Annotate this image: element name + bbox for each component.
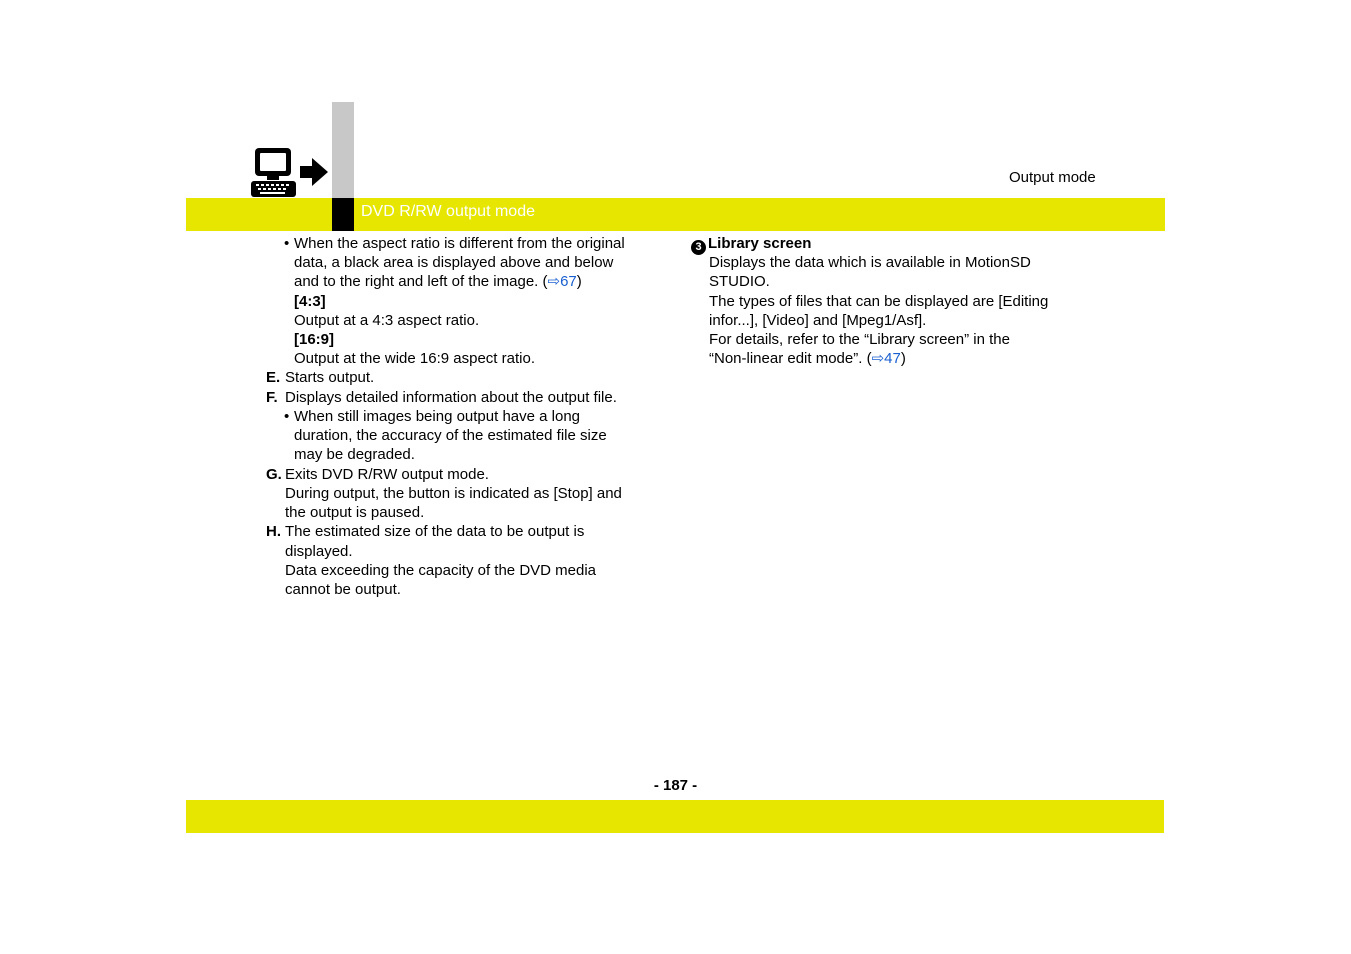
computer-output-icon — [250, 146, 330, 200]
item-h-line-2: displayed. — [285, 543, 353, 560]
item-f-label: F. — [266, 389, 278, 406]
library-line-6 — [709, 349, 906, 368]
mode-label: Output mode — [1009, 169, 1096, 186]
item-h-label: H. — [266, 523, 281, 540]
aspect-43-label: [4:3] — [294, 293, 326, 310]
arrow-right-icon: ⇨ — [871, 350, 885, 367]
library-line-6-text: “Non-linear edit mode”. ( — [709, 350, 872, 367]
aspect-43-text: Output at a 4:3 aspect ratio. — [294, 312, 480, 329]
library-link-close: ) — [900, 350, 906, 367]
bullet-marker: • — [284, 235, 290, 252]
item-f-bullet-line-2: duration, the accuracy of the estimated file size — [294, 427, 607, 444]
item-f-bullet-line-3: may be degraded. — [294, 446, 415, 463]
item-e-text: Starts output. — [285, 369, 375, 386]
library-line-5: For details, refer to the “Library screen” in the — [709, 331, 1010, 348]
item-h-line-4: cannot be output. — [285, 581, 401, 598]
header-black-tab — [332, 198, 354, 231]
library-line-2: STUDIO. — [709, 273, 770, 290]
circled-number-3-icon: 3 — [691, 240, 706, 255]
bullet1-line-3 — [294, 272, 582, 291]
library-line-1: Displays the data which is available in MotionSD — [709, 254, 1031, 271]
section-title: DVD R/RW output mode — [361, 203, 535, 220]
bullet1-line-2: data, a black area is displayed above and below — [294, 254, 614, 271]
header-gray-bar — [332, 102, 354, 198]
library-line-4: infor...], [Video] and [Mpeg1/Asf]. — [709, 312, 927, 329]
page-link-67[interactable] — [548, 273, 577, 290]
aspect-169-text: Output at the wide 16:9 aspect ratio. — [294, 350, 535, 367]
aspect-169-label: [16:9] — [294, 331, 335, 348]
page-link-47-text: 47 — [884, 350, 901, 367]
library-heading — [691, 234, 811, 255]
item-g-line-1: Exits DVD R/RW output mode. — [285, 466, 489, 483]
item-f-text: Displays detailed information about the output file. — [285, 389, 617, 406]
bullet1-link-close: ) — [576, 273, 582, 290]
item-g-line-2: During output, the button is indicated as [Stop] and — [285, 485, 622, 502]
page-link-47[interactable] — [872, 350, 901, 367]
arrow-right-icon: ⇨ — [547, 273, 561, 290]
item-f-bullet-line-1: When still images being output have a long — [294, 408, 581, 425]
library-line-3: The types of files that can be displayed are [Editing — [709, 293, 1049, 310]
footer-band — [186, 800, 1164, 833]
bullet1-line-3-text: and to the right and left of the image. ( — [294, 273, 548, 290]
item-g-label: G. — [266, 466, 282, 483]
item-h-line-1: The estimated size of the data to be output is — [285, 523, 585, 540]
bullet1-line-1: When the aspect ratio is different from the original — [294, 235, 625, 252]
item-g-line-3: the output is paused. — [285, 504, 425, 521]
item-h-line-3: Data exceeding the capacity of the DVD media — [285, 562, 597, 579]
page-number: - 187 - — [653, 777, 698, 794]
page-link-67-text: 67 — [560, 273, 577, 290]
library-heading-text: Library screen — [708, 235, 812, 252]
item-e-label: E. — [266, 369, 281, 386]
bullet-marker: • — [284, 408, 290, 425]
